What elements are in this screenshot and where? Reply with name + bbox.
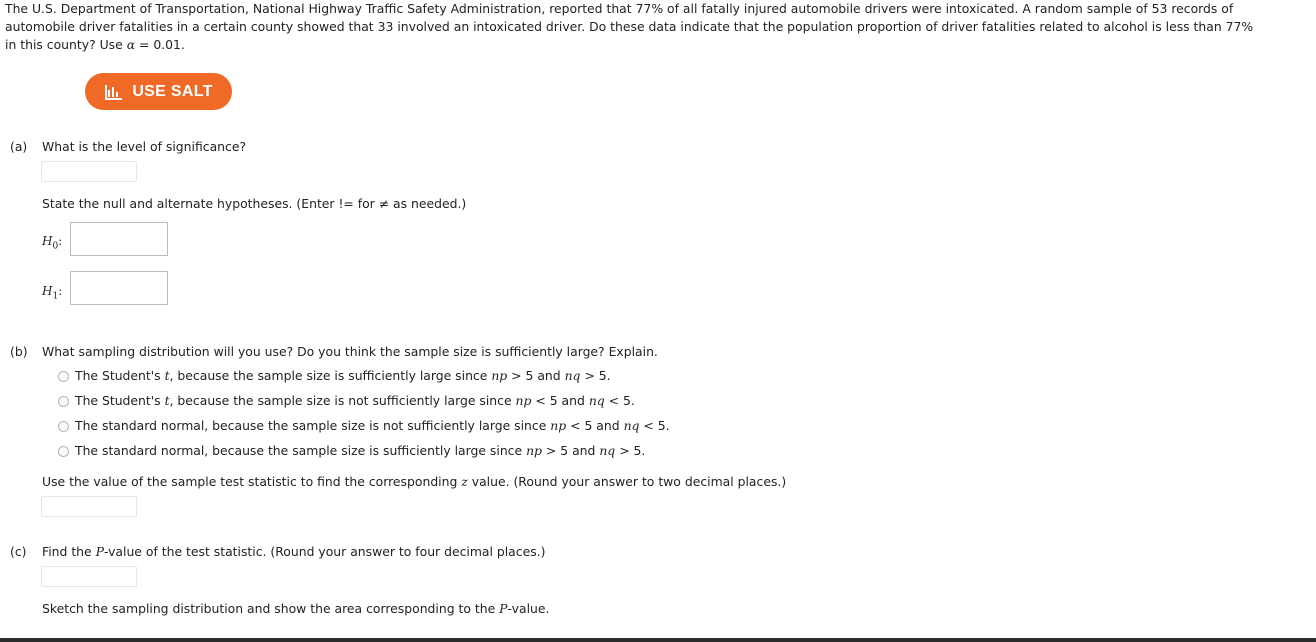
bottom-divider <box>0 638 1316 642</box>
part-a-label: (a) <box>10 139 28 154</box>
option-text: The Student's t, because the sample size is sufficiently large since np > 5 and nq > 5. <box>75 368 611 383</box>
alternate-hypothesis-input[interactable] <box>70 271 168 305</box>
h1-label: $H_1$: <box>42 284 63 302</box>
p-value-input[interactable] <box>41 566 137 587</box>
salt-chart-icon <box>104 83 124 101</box>
option-student-t-not-large[interactable] <box>58 392 635 410</box>
option-text: The standard normal, because the sample size is not sufficiently large since np < 5 and nq < 5. <box>75 418 670 433</box>
radio-button[interactable] <box>58 371 69 382</box>
part-c-label: (c) <box>10 544 27 559</box>
option-student-t-large[interactable] <box>58 367 611 385</box>
alpha-symbol: α <box>126 37 136 52</box>
option-text: The standard normal, because the sample size is sufficiently large since np > 5 and nq > 5. <box>75 443 646 458</box>
significance-level-input[interactable] <box>41 161 137 182</box>
radio-button[interactable] <box>58 396 69 407</box>
option-standard-normal-large[interactable] <box>58 442 645 460</box>
use-salt-button[interactable] <box>85 73 232 110</box>
part-b-label: (b) <box>10 344 28 359</box>
problem-line-1: The U.S. Department of Transportation, National Highway Traffic Safety Administration, reported that 77% of all fatally injured automobile drivers were intoxicated. A random sample of 53 records of <box>5 1 1234 16</box>
option-standard-normal-not-large[interactable] <box>58 417 670 435</box>
radio-button[interactable] <box>58 446 69 457</box>
problem-statement <box>5 0 1305 54</box>
sketch-prompt: Sketch the sampling distribution and show the area corresponding to the P-value. <box>42 601 550 616</box>
problem-line-2: automobile driver fatalities in a certain county showed that 33 involved an intoxicated driver. Do these data indicate that the population proportion of driver fatalities related to alcohol is less than 77% <box>5 19 1254 34</box>
problem-line-3: in this county? Use α = 0.01. <box>5 37 185 52</box>
part-a-question: What is the level of significance? <box>42 139 247 154</box>
option-text: The Student's t, because the sample size is not sufficiently large since np < 5 and nq < 5. <box>75 393 635 408</box>
h0-label: $H_0$: <box>42 234 63 252</box>
z-value-input[interactable] <box>41 496 137 517</box>
z-value-prompt: Use the value of the sample test statistic to find the corresponding z value. (Round your answer to two decimal places.) <box>42 474 787 489</box>
part-c-question: Find the P-value of the test statistic. (Round your answer to four decimal places.) <box>42 544 546 559</box>
radio-button[interactable] <box>58 421 69 432</box>
use-salt-label: USE SALT <box>132 82 213 100</box>
part-b-question: What sampling distribution will you use? Do you think the sample size is sufficiently large? Explain. <box>42 344 658 359</box>
null-hypothesis-input[interactable] <box>70 222 168 256</box>
hypotheses-prompt: State the null and alternate hypotheses. (Enter != for ≠ as needed.) <box>42 196 467 211</box>
